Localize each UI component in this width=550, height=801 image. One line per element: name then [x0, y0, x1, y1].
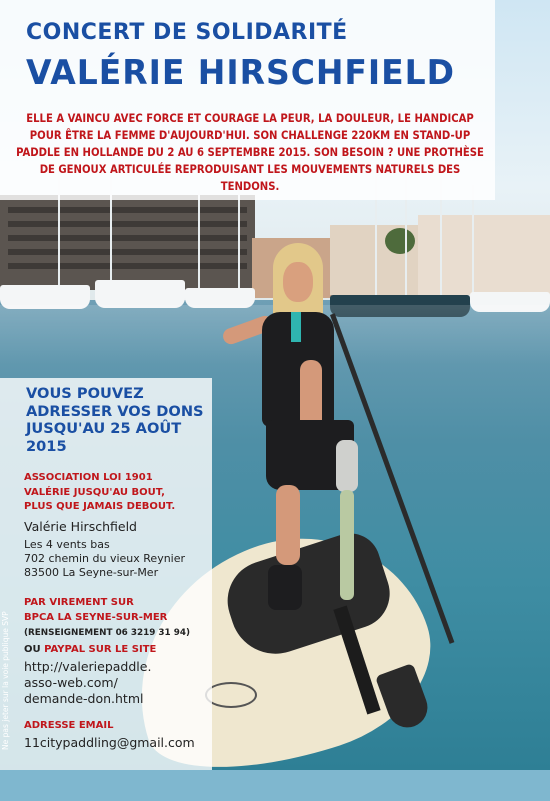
harbor-building	[0, 195, 255, 290]
prosthetic-leg	[340, 490, 354, 600]
email-heading: ADRESSE EMAIL	[24, 720, 114, 731]
woman-face	[283, 262, 313, 302]
donation-heading: VOUS POUVEZ ADRESSER VOS DONS JUSQU'AU 25 AOÛT 2015	[26, 385, 204, 455]
association-name-line2: PLUS QUE JAMAIS DEBOUT.	[24, 501, 176, 512]
address-line1: Les 4 vents bas	[24, 538, 110, 551]
person-name: VALÉRIE HIRSCHFIELD	[26, 53, 456, 93]
association-type: ASSOCIATION LOI 1901	[24, 472, 153, 483]
paypal-heading	[24, 643, 156, 657]
event-title: CONCERT DE SOLIDARITÉ	[26, 20, 348, 45]
association-name-line1: VALÉRIE JUSQU'AU BOUT,	[24, 487, 165, 498]
bank-name: BPCA LA SEYNE-SUR-MER	[24, 612, 168, 623]
paypal-url-line2[interactable]: asso-web.com/	[24, 675, 118, 690]
virement-heading: PAR VIREMENT SUR	[24, 597, 134, 608]
distant-building	[418, 215, 550, 295]
address-line3: 83500 La Seyne-sur-Mer	[24, 566, 159, 579]
board-logo	[205, 682, 257, 708]
email-address[interactable]: 11citypaddling@gmail.com	[24, 735, 195, 750]
address-name: Valérie Hirschfield	[24, 519, 137, 534]
paypal-prefix: OU	[24, 644, 41, 655]
paypal-url-line3[interactable]: demande-don.html	[24, 691, 144, 706]
paypal-url-line1[interactable]: http://valeriepaddle.	[24, 659, 152, 674]
boat	[95, 280, 185, 308]
bank-info: (RENSEIGNEMENT 06 3219 31 94)	[24, 628, 190, 638]
tree	[385, 228, 415, 254]
address-line2: 702 chemin du vieux Reynier	[24, 552, 186, 565]
intro-text: ELLE A VAINCU AVEC FORCE ET COURAGE LA PEUR, LA DOULEUR, LE HANDICAP POUR ÊTRE LA FEMME D'AUJOURD'HUI. SON CHALLENGE 220KM EN STAND-UP PADDLE EN HOLLANDE DU 2 AU 6 SEPTEMBRE 2015. SON BESOIN ? UNE PROTHÈSE DE GENOUX ARTICULÉE REPRODUISANT LES MOUVEMENTS NATURELS DES TENDONS.	[16, 112, 484, 193]
side-note: Ne pas jeter sur la voie publique SVP	[1, 611, 10, 750]
paypal-label: PAYPAL SUR LE SITE	[44, 644, 157, 655]
